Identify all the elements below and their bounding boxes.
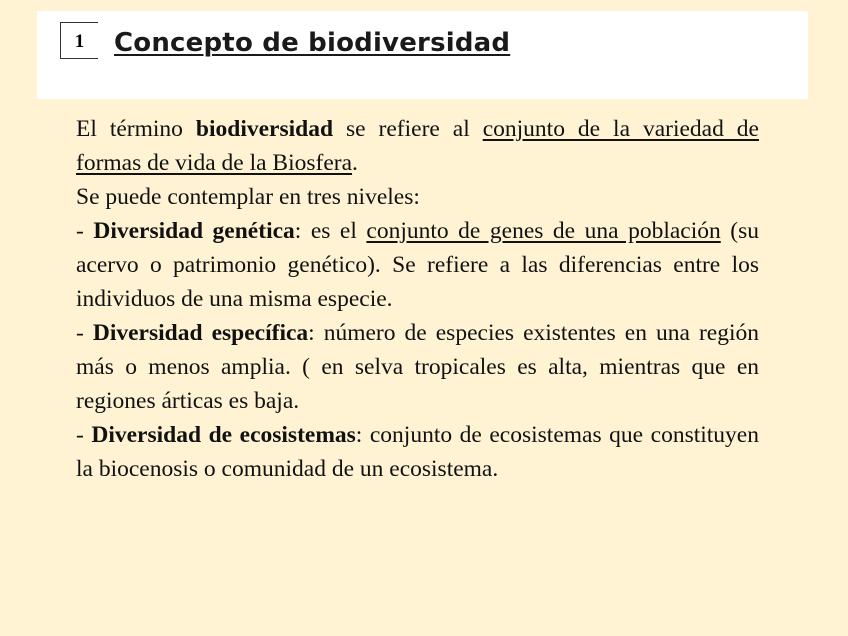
paragraph-species-diversity <box>76 316 759 418</box>
text-run: : número de especies existentes en una región más o menos amplia. ( en selva tropicales es alta, mientras que en regiones árticas es baja. <box>76 320 760 414</box>
text-run: - <box>76 422 92 448</box>
term-ecosystem-diversity: Diversidad de ecosistemas <box>91 422 356 448</box>
text-run: El término <box>76 116 196 142</box>
paragraph-levels-intro <box>76 180 759 214</box>
body-text <box>76 112 759 486</box>
definition-underlined: conjunto de la variedad de formas de vida de la Biosfera <box>76 116 759 176</box>
text-run: - <box>76 218 94 244</box>
slide-title: Concepto de biodiversidad <box>114 28 511 58</box>
paragraph-genetic-diversity <box>76 214 759 316</box>
text-run: Se puede contemplar en tres niveles: <box>76 184 420 210</box>
genetic-underlined: conjunto de genes de una población <box>366 218 721 244</box>
paragraph-ecosystem-diversity <box>76 418 759 486</box>
term-species-diversity: Diversidad específica <box>92 320 309 346</box>
text-run: - <box>76 320 93 346</box>
term-biodiversidad: biodiversidad <box>195 116 334 142</box>
text-run: se refiere al <box>333 116 483 142</box>
text-run: (su acervo o patrimonio genético). Se refiere a las diferencias entre los individuos de una misma especie. <box>76 218 759 312</box>
slide-number: 1 <box>60 22 98 59</box>
term-genetic-diversity: Diversidad genética <box>93 218 295 244</box>
paragraph-definition <box>76 112 759 180</box>
text-run: : conjunto de ecosistemas que constituyen la biocenosis o comunidad de un ecosistema. <box>76 422 759 482</box>
text-run: : es el <box>294 218 367 244</box>
text-run: . <box>352 150 358 176</box>
